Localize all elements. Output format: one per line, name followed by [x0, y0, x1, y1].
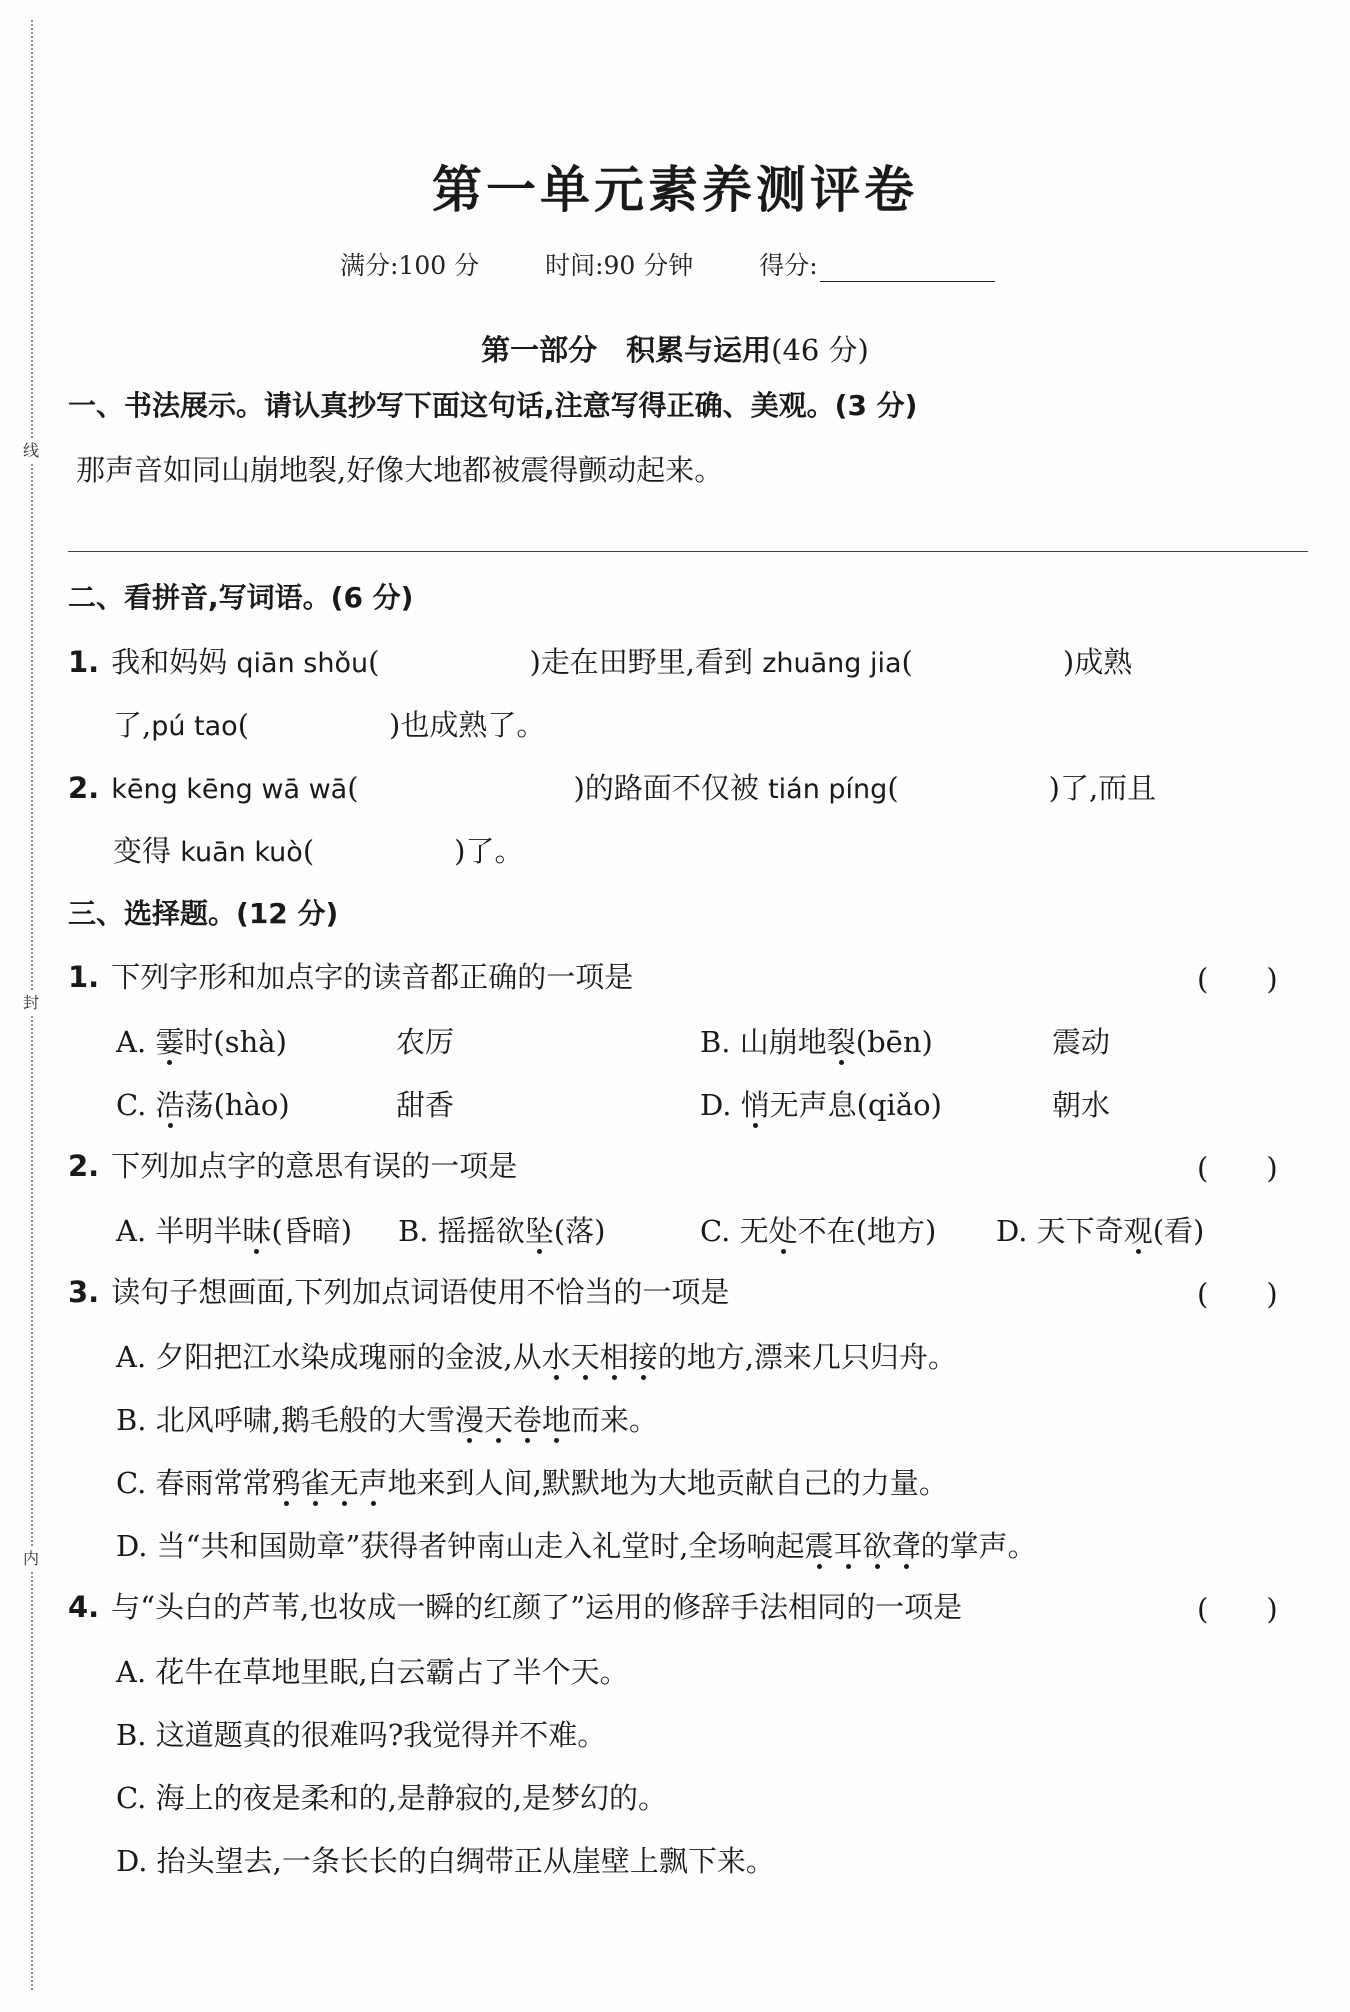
option-text: 荡(hào) [184, 1088, 290, 1122]
q2-item1-text5: )也成熟了。 [389, 708, 546, 742]
option-label: C. [116, 1466, 147, 1500]
q2-item1-text4: 了, [113, 708, 152, 742]
option-text: 天下奇 [1036, 1214, 1124, 1248]
dotted-char: 耳 [833, 1529, 863, 1563]
q2-item1-text3: )成熟 [1062, 645, 1133, 679]
option-text: (看) [1152, 1214, 1205, 1248]
option-text: 的地方,漂来几只归舟。 [657, 1340, 957, 1374]
dotted-char: 裂 [826, 1025, 856, 1059]
option-label: A. [116, 1025, 147, 1059]
q3-s1-num: 1. [68, 960, 100, 994]
q3-s3-stem [68, 1272, 729, 1312]
q2-item1-text2: )走在田野里,看到 [529, 645, 763, 679]
option-b[interactable] [398, 1209, 605, 1250]
dotted-char: 处 [768, 1214, 798, 1248]
pinyin-zhuangjia: zhuāng jia [762, 648, 902, 679]
option-text: 海上的夜是柔和的,是静寂的,是梦幻的。 [155, 1781, 668, 1815]
q3-heading-text: 三、选择题。 [68, 897, 237, 930]
q2-points: (6 分) [330, 581, 414, 614]
dotted-char: 鸦 [271, 1466, 301, 1500]
option-d-word: 朝水 [1052, 1088, 1111, 1122]
dotted-char: 浩 [155, 1088, 185, 1122]
option-a[interactable] [116, 1209, 352, 1250]
pinyin-kengkengwawa: kēng kēng wā wā [111, 774, 348, 805]
option-a[interactable] [116, 1335, 957, 1376]
option-b-word: 震动 [1052, 1025, 1111, 1059]
pinyin-qianshou: qiān shǒu [236, 648, 369, 679]
option-a[interactable] [116, 1020, 287, 1061]
dotted-char: 天 [483, 1403, 513, 1437]
q3-s1-stem [68, 957, 633, 997]
answer-paren[interactable]: ( ) [1197, 1592, 1278, 1626]
q2-item2-line2: 变得 kuān kuò( )了。 [113, 834, 524, 868]
q3-s2-stem-text: 下列加点字的意思有误的一项是 [111, 1149, 518, 1183]
option-text: 当“共和国勋章”获得者钟南山走入礼堂时,全场响起 [156, 1529, 805, 1563]
option-b[interactable] [116, 1398, 658, 1439]
q3-heading [68, 894, 338, 934]
option-label: D. [700, 1088, 732, 1122]
dotted-char: 聋 [891, 1529, 921, 1563]
option-text: 北风呼啸,鹅毛般的大雪 [155, 1403, 455, 1437]
q2-item2-line1: 2. kēng kēng wā wā( )的路面不仅被 tián píng( )了,而且 [68, 771, 1157, 805]
q3-points: (12 分) [236, 897, 339, 930]
pinyin-kuankuo: kuān kuò [180, 837, 303, 868]
dotted-char: 雀 [300, 1466, 330, 1500]
q2-item2-text3: 变得 [113, 834, 181, 868]
option-text: 而来。 [571, 1403, 659, 1437]
option-c-word: 甜香 [396, 1088, 455, 1122]
option-a[interactable] [116, 1650, 629, 1691]
q2-item2-text1: )的路面不仅被 [573, 771, 769, 805]
option-d[interactable] [700, 1083, 942, 1124]
option-label: A. [116, 1340, 147, 1374]
option-c[interactable] [700, 1209, 936, 1250]
margin-char-line: 线 [20, 440, 42, 462]
pinyin-tianping: tián píng [768, 774, 888, 805]
option-text: (落) [553, 1214, 606, 1248]
score-label: 得分: [759, 251, 818, 280]
option-c[interactable] [116, 1776, 667, 1817]
option-label: B. [700, 1025, 731, 1059]
dotted-char: 天 [570, 1340, 600, 1374]
q2-item1-line1: 1. 我和妈妈 qiān shǒu( )走在田野里,看到 zhuāng jia( )成熟 [68, 645, 1133, 679]
option-label: B. [116, 1718, 147, 1752]
q3-s3-stem-text: 读句子想画面,下列加点词语使用不恰当的一项是 [111, 1275, 730, 1309]
dotted-char: 欲 [862, 1529, 892, 1563]
option-a-word: 农厉 [396, 1025, 455, 1059]
writing-line[interactable] [68, 551, 1308, 552]
option-label: A. [116, 1214, 147, 1248]
dotted-char: 震 [804, 1529, 834, 1563]
part-title-text: 第一部分 积累与运用 [481, 333, 772, 367]
margin-char-inside: 内 [20, 1548, 42, 1570]
q3-s2-stem [68, 1146, 517, 1186]
dotted-char: 漫 [454, 1403, 484, 1437]
full-score: 满分:100 分 [340, 251, 480, 280]
q1-heading [68, 386, 917, 426]
q1-heading-text: 一、书法展示。请认真抄写下面这句话,注意写得正确、美观。 [68, 389, 835, 422]
dotted-char: 昧 [242, 1214, 272, 1248]
option-label: C. [116, 1781, 147, 1815]
option-text: (bēn) [855, 1025, 933, 1059]
option-b[interactable] [700, 1020, 933, 1061]
option-d[interactable] [996, 1209, 1204, 1250]
option-text: 不在(地方) [797, 1214, 937, 1248]
option-label: B. [398, 1214, 429, 1248]
exam-meta [340, 246, 995, 282]
q2-item2-num: 2. [68, 771, 100, 805]
pinyin-putao: pú tao [151, 711, 238, 742]
q2-heading-text: 二、看拼音,写词语。 [68, 581, 331, 614]
margin-char-seal: 封 [20, 992, 42, 1014]
option-text: 地来到人间,默默地为大地贡献自己的力量。 [387, 1466, 948, 1500]
dotted-char: 声 [358, 1466, 388, 1500]
q2-item1-num: 1. [68, 645, 100, 679]
q2-item2-text2: )了,而且 [1048, 771, 1157, 805]
option-text: (昏暗) [271, 1214, 353, 1248]
dotted-char: 接 [628, 1340, 658, 1374]
option-text: 无声息(qiǎo) [769, 1088, 942, 1122]
answer-paren[interactable]: ( ) [1197, 962, 1278, 996]
answer-paren[interactable]: ( ) [1197, 1277, 1278, 1311]
page-title: 第一单元素养测评卷 [432, 160, 918, 219]
q3-s2-num: 2. [68, 1149, 100, 1183]
q3-s3-num: 3. [68, 1275, 100, 1309]
part-points: (46 分) [771, 333, 869, 367]
option-text: 半明半 [155, 1214, 243, 1248]
dotted-char: 卷 [513, 1403, 543, 1437]
q1-sentence: 那声音如同山崩地裂,好像大地都被震得颤动起来。 [76, 453, 724, 487]
dotted-char: 无 [329, 1466, 359, 1500]
score-blank[interactable] [820, 261, 995, 282]
option-label: C. [116, 1088, 147, 1122]
option-c[interactable] [116, 1461, 948, 1502]
option-label: C. [700, 1214, 731, 1248]
dotted-char: 霎 [155, 1025, 185, 1059]
q3-s4-stem [68, 1587, 962, 1627]
dotted-char: 坠 [524, 1214, 554, 1248]
option-text: 无 [739, 1214, 769, 1248]
option-text: 时(shà) [184, 1025, 287, 1059]
option-text: 抬头望去,一条长长的白绸带正从崖壁上飘下来。 [156, 1844, 775, 1878]
option-d[interactable] [116, 1524, 1037, 1565]
option-text: 摇摇欲 [437, 1214, 525, 1248]
dotted-char: 观 [1123, 1214, 1153, 1248]
option-label: D. [116, 1844, 148, 1878]
option-label: D. [116, 1529, 148, 1563]
option-text: 夕阳把江水染成瑰丽的金波,从 [155, 1340, 542, 1374]
q3-s1-stem-text: 下列字形和加点字的读音都正确的一项是 [111, 960, 634, 994]
dotted-char: 地 [542, 1403, 572, 1437]
part-title [0, 328, 1350, 369]
option-b[interactable] [116, 1713, 606, 1754]
q3-s4-num: 4. [68, 1590, 100, 1624]
option-text: 山崩地 [739, 1025, 827, 1059]
option-label: B. [116, 1403, 147, 1437]
q2-item1-text1: 我和妈妈 [111, 645, 237, 679]
q2-item2-text4: )了。 [454, 834, 524, 868]
answer-paren[interactable]: ( ) [1197, 1151, 1278, 1185]
dotted-char: 相 [599, 1340, 629, 1374]
option-text: 的掌声。 [920, 1529, 1037, 1563]
dotted-char: 水 [541, 1340, 571, 1374]
q1-points: (3 分) [834, 389, 918, 422]
option-text: 花牛在草地里眠,白云霸占了半个天。 [155, 1655, 629, 1689]
dotted-char: 悄 [740, 1088, 770, 1122]
q2-item1-line2: 了,pú tao( )也成熟了。 [113, 708, 546, 742]
option-label: D. [996, 1214, 1028, 1248]
option-text: 这道题真的很难吗?我觉得并不难。 [155, 1718, 607, 1752]
option-label: A. [116, 1655, 147, 1689]
q2-heading [68, 578, 413, 618]
exam-time: 时间:90 分钟 [545, 251, 694, 280]
option-text: 春雨常常 [155, 1466, 272, 1500]
option-c[interactable] [116, 1083, 290, 1124]
option-d[interactable] [116, 1839, 775, 1880]
q3-s4-stem-text: 与“头白的芦苇,也妆成一瞬的红颜了”运用的修辞手法相同的一项是 [111, 1590, 963, 1624]
